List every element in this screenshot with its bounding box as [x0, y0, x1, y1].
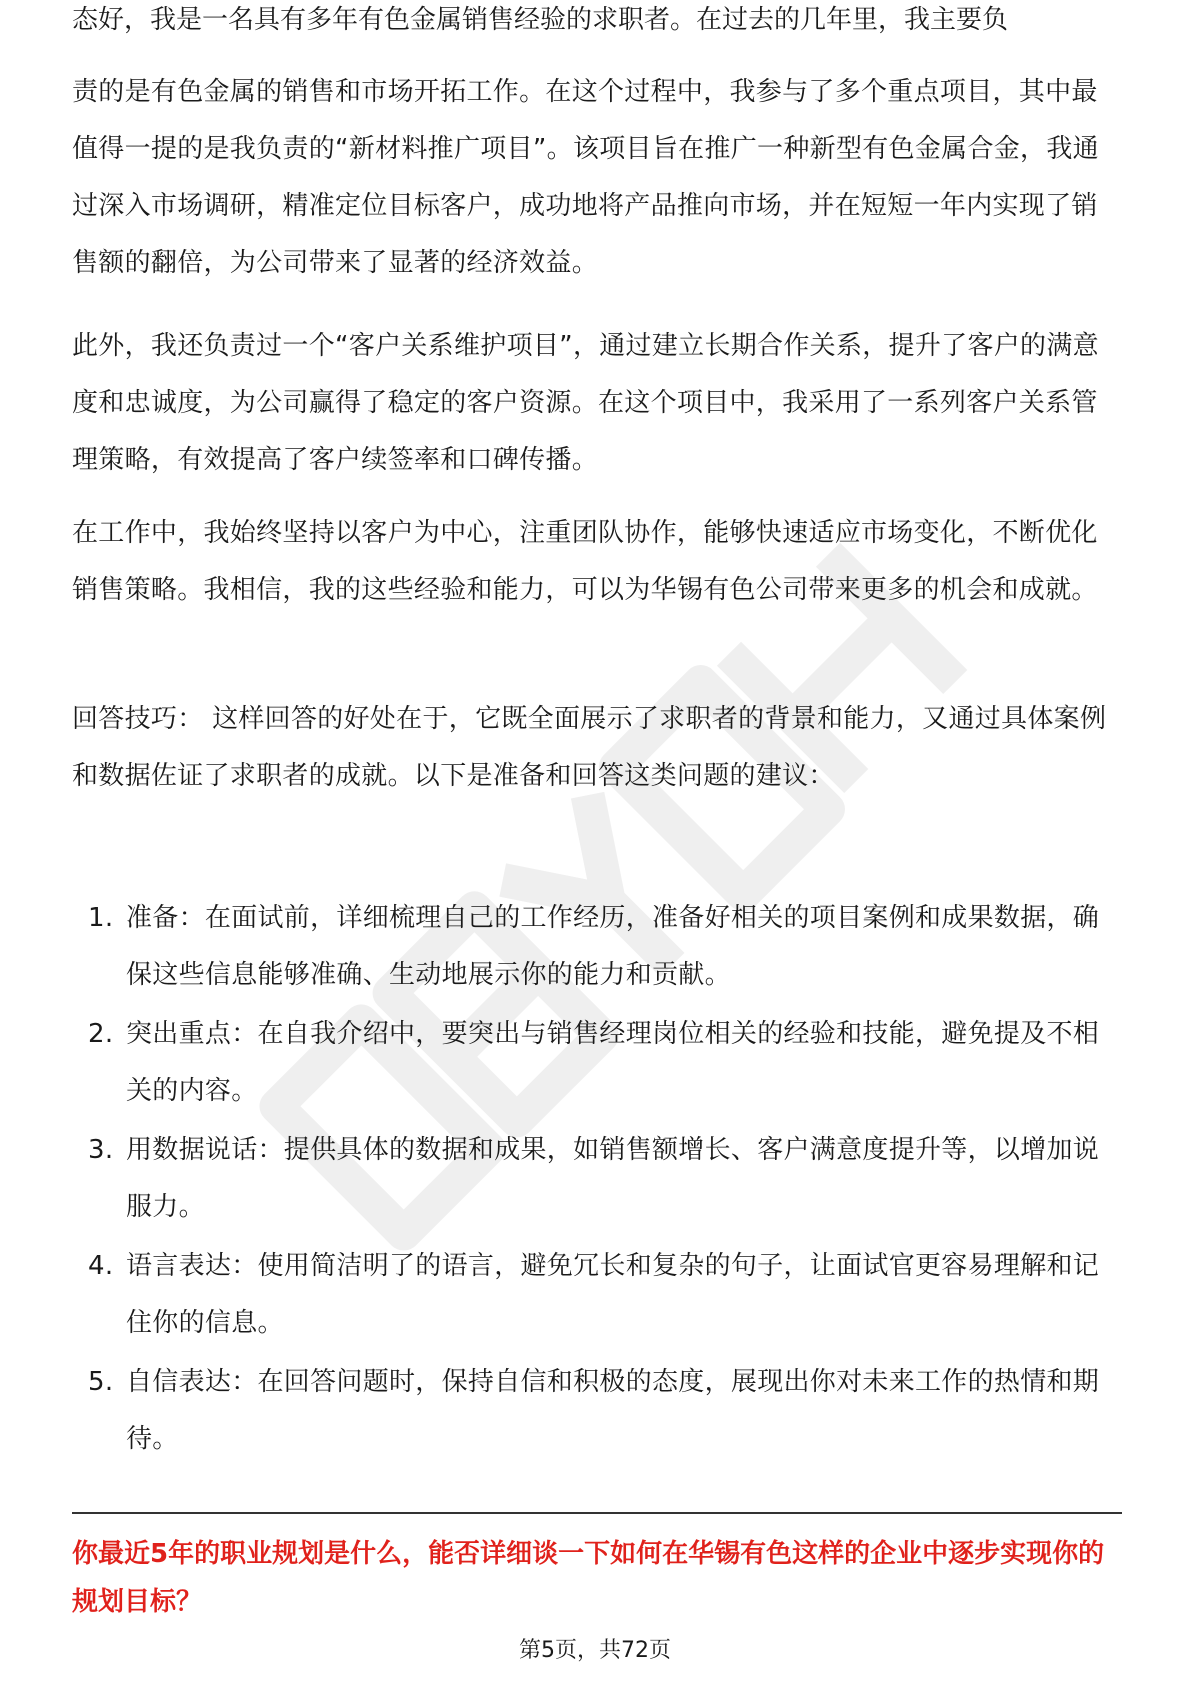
- list-item: [72, 1238, 1122, 1352]
- previous-page-cut-line: [72, 5, 1122, 60]
- list-number: 2.: [88, 1019, 114, 1049]
- tips-list: [72, 890, 1122, 1470]
- list-text: 语言表达：使用简洁明了的语言，避免冗长和复杂的句子，让面试官更容易理解和记住你的信息。: [126, 1251, 1100, 1338]
- section-divider: [72, 1512, 1122, 1514]
- list-number: 3.: [88, 1135, 114, 1165]
- list-number: 1.: [88, 903, 114, 933]
- list-number: 4.: [88, 1251, 114, 1281]
- next-question-heading: 你最近5年的职业规划是什么，能否详细谈一下如何在华锡有色这样的企业中逐步实现你的规划目标？: [72, 1539, 1105, 1617]
- list-item: [72, 890, 1122, 1004]
- list-item: [72, 1006, 1122, 1120]
- paragraph-client-project: 此外，我还负责过一个“客户关系维护项目”，通过建立长期合作关系，提升了客户的满意度和忠诚度，为公司赢得了稳定的客户资源。在这个项目中，我采用了一系列客户关系管理策略，有效提高了客户续签率和口碑传播。: [72, 331, 1099, 475]
- list-text: 自信表达：在回答问题时，保持自信和积极的态度，展现出你对未来工作的热情和期待。: [126, 1367, 1100, 1454]
- page-footer: 第5页，共72页: [519, 1638, 671, 1663]
- list-number: 5.: [88, 1367, 114, 1397]
- list-text: 突出重点：在自我介绍中，要突出与销售经理岗位相关的经验和技能，避免提及不相关的内容。: [126, 1019, 1100, 1106]
- list-text: 用数据说话：提供具体的数据和成果，如销售额增长、客户满意度提升等，以增加说服力。: [126, 1135, 1100, 1222]
- paragraph-experience: 责的是有色金属的销售和市场开拓工作。在这个过程中，我参与了多个重点项目，其中最值得一提的是我负责的“新材料推广项目”。该项目旨在推广一种新型有色金属合金，我通过深入市场调研，精准定位目标客户，成功地将产品推向市场，并在短短一年内实现了销售额的翻倍，为公司带来了显著的经济效益。: [72, 77, 1099, 278]
- paragraph-work-attitude: 在工作中，我始终坚持以客户为中心，注重团队协作，能够快速适应市场变化，不断优化销售策略。我相信，我的这些经验和能力，可以为华锡有色公司带来更多的机会和成就。: [72, 518, 1098, 605]
- cut-line-text: 态好，我是一名具有多年有色金属销售经验的求职者。在过去的几年里，我主要负: [72, 5, 1009, 35]
- list-item: [72, 1354, 1122, 1468]
- list-text: 准备：在面试前，详细梳理自己的工作经历，准备好相关的项目案例和成果数据，确保这些信息能够准确、生动地展示你的能力和贡献。: [126, 903, 1100, 990]
- paragraph-answer-tips: 回答技巧： 这样回答的好处在于，它既全面展示了求职者的背景和能力，又通过具体案例和数据佐证了求职者的成就。以下是准备和回答这类问题的建议：: [72, 704, 1107, 791]
- list-item: [72, 1122, 1122, 1236]
